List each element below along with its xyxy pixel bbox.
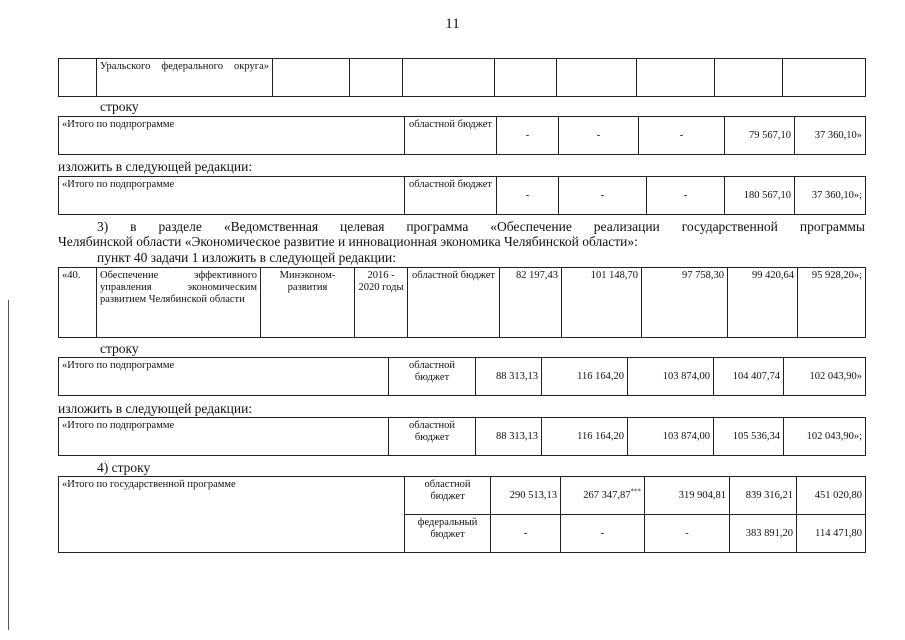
page-number: 11 (445, 16, 460, 32)
row-title: «Итого по подпрограмме (59, 117, 405, 155)
value-cell: 95 928,20»; (798, 268, 866, 338)
value-cell: 116 164,20 (542, 418, 628, 456)
binding-margin-line (8, 300, 9, 630)
budget-type: областной бюджет (405, 477, 491, 515)
budget-type: областной бюджет (389, 358, 476, 396)
row-title: «Итого по государственной программе (59, 477, 405, 553)
value-cell: 180 567,10 (725, 177, 795, 215)
value-cell: 82 197,43 (500, 268, 562, 338)
budget-type: областной бюджет (389, 418, 476, 456)
value-cell: - (497, 177, 559, 215)
value-cell: 99 420,64 (728, 268, 798, 338)
value-cell: 319 904,81 (645, 477, 730, 515)
value-cell: 839 316,21 (730, 477, 797, 515)
value-cell-with-mark (561, 477, 645, 515)
value-cell: - (497, 117, 559, 155)
subprogram-total-row-old (58, 116, 866, 155)
row-title: «Итого по подпрограмме (59, 418, 389, 456)
label-new-edition-2: изложить в следующей редакции: (58, 401, 253, 416)
label-stroku-1: строку (100, 99, 139, 114)
footnote-mark: *** (630, 487, 641, 495)
item-executor: Минэконом-развития (261, 268, 355, 338)
value-cell: 102 043,90»; (784, 418, 866, 456)
value-cell: 79 567,10 (725, 117, 795, 155)
item-number: «40. (59, 268, 97, 338)
budget-type: областной бюджет (408, 268, 500, 338)
row-title: «Итого по подпрограмме (59, 358, 389, 396)
subprogram-total-row-new-2 (58, 417, 866, 456)
value-cell: 105 536,34 (714, 418, 784, 456)
value-cell: 290 513,13 (491, 477, 561, 515)
item-name: Обеспечение эффективного управления экономическим развитием Челябинской области (97, 268, 261, 338)
value-cell: 101 148,70 (562, 268, 642, 338)
district-text: Уральского федерального округа» (97, 59, 273, 97)
state-program-total-table (58, 476, 866, 553)
value-cell: 383 891,20 (730, 515, 797, 553)
value-cell: 37 360,10» (795, 117, 866, 155)
label-new-edition-1: изложить в следующей редакции: (58, 159, 253, 174)
label-stroku-2: строку (100, 341, 139, 356)
value-cell: - (561, 515, 645, 553)
value-cell: 103 874,00 (628, 418, 714, 456)
value-cell: 97 758,30 (642, 268, 728, 338)
top-table-fragment (58, 58, 866, 97)
item-years: 2016 - 2020 годы (355, 268, 408, 338)
value-cell: 102 043,90» (784, 358, 866, 396)
item-40-row (58, 267, 866, 338)
paragraph-3-line-3: пункт 40 задачи 1 изложить в следующей редакции: (97, 250, 396, 265)
value-text: 267 347,87 (583, 489, 631, 501)
paragraph-3-line-2: Челябинской области «Экономическое развитие и инновационная экономика Челябинской области»: (58, 234, 638, 249)
paragraph-3-line-1: 3) в разделе «Ведомственная целевая программа «Обеспечение реализации государственной программы (97, 219, 865, 234)
subprogram-total-row-new (58, 176, 866, 215)
subprogram-total-row-old-2 (58, 357, 866, 396)
budget-type: областной бюджет (405, 117, 497, 155)
value-cell: 114 471,80 (797, 515, 866, 553)
value-cell: - (559, 117, 639, 155)
row-title: «Итого по подпрограмме (59, 177, 405, 215)
value-cell: - (645, 515, 730, 553)
value-cell: 88 313,13 (476, 418, 542, 456)
value-cell: - (639, 117, 725, 155)
budget-type: федеральный бюджет (405, 515, 491, 553)
budget-type: областной бюджет (405, 177, 497, 215)
value-cell: 103 874,00 (628, 358, 714, 396)
value-cell: - (491, 515, 561, 553)
label-4-stroku: 4) строку (97, 460, 151, 475)
value-cell: - (559, 177, 647, 215)
value-cell: 116 164,20 (542, 358, 628, 396)
value-cell: 451 020,80 (797, 477, 866, 515)
value-cell: 37 360,10»; (795, 177, 866, 215)
value-cell: 104 407,74 (714, 358, 784, 396)
value-cell: - (647, 177, 725, 215)
value-cell: 88 313,13 (476, 358, 542, 396)
